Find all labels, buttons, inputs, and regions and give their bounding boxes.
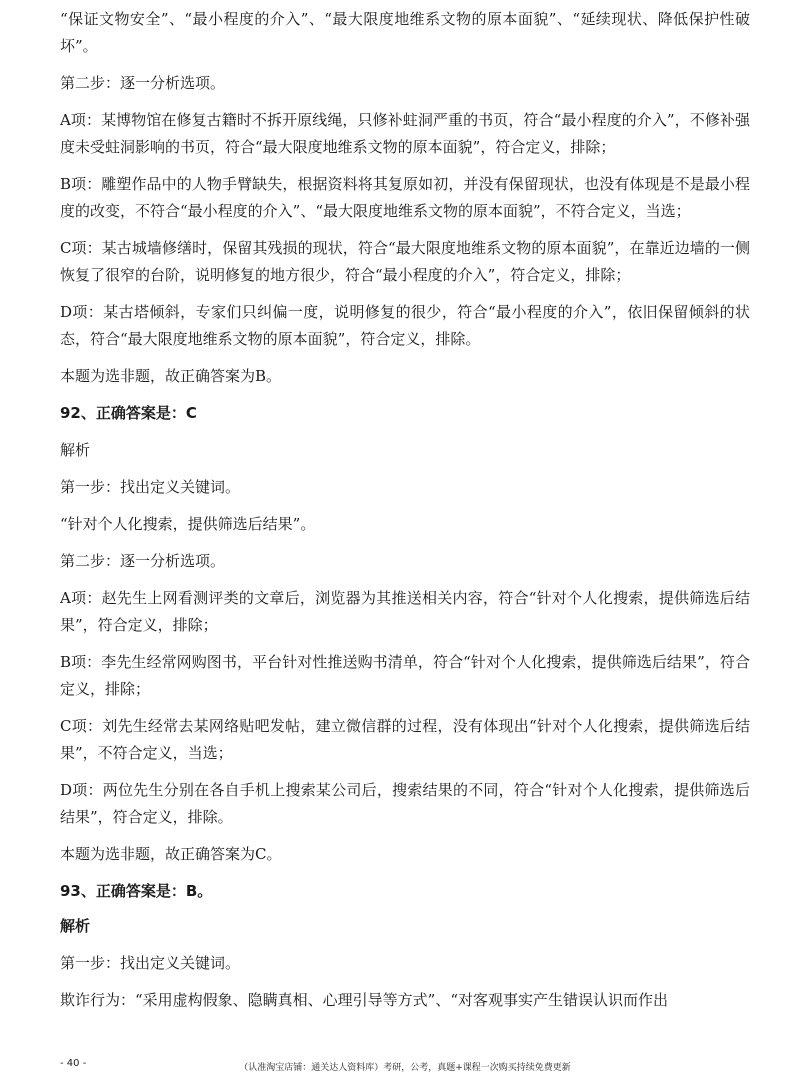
paragraph-option-c-92: C项：刘先生经常去某网络贴吧发帖，建立微信群的过程，没有体现出“针对个人化搜索，提供筛选后结果”，不符合定义，当选； [60,717,750,762]
paragraph-option-c: C项：某古城墙修缮时，保留其残损的现状，符合“最大限度地维系文物的原本面貌”，在靠近边墙的一侧恢复了很窄的台阶，说明修复的地方很少，符合“最小程度的介入”，符合定义，排除； [60,239,750,284]
paragraph-option-d-92: D项：两位先生分别在各自手机上搜索某公司后，搜索结果的不同，符合“针对个人化搜索，提供筛选后结果”，符合定义，排除。 [60,781,750,826]
paragraph-option-a-92: A项：赵先生上网看测评类的文章后，浏览器为其推送相关内容，符合“针对个人化搜索，提供筛选后结果”，符合定义，排除； [60,589,750,634]
analysis-label: 解析 [60,441,91,459]
paragraph-keywords-92: “针对个人化搜索，提供筛选后结果”。 [60,515,316,533]
document-body [60,6,750,1014]
paragraph-option-b-92: B项：李先生经常网购图书，平台针对性推送购书清单，符合“针对个人化搜索，提供筛选后结果”，符合定义，排除； [60,653,750,698]
question-93-heading: 93、正确答案是：B。 [60,882,213,900]
analysis-label-93: 解析 [60,917,91,935]
question-92-heading: 92、正确答案是：C [60,404,197,422]
page-number: - 40 - [60,1058,87,1069]
paragraph-option-b: B项：雕塑作品中的人物手臂缺失，根据资料将其复原如初，并没有保留现状，也没有体现是不是最小程度的改变，不符合“最小程度的介入”、“最大限度地维系文物的原本面貌”，不符合定义，当选； [60,175,750,220]
paragraph-answer-92: 本题为选非题，故正确答案为C。 [60,845,282,863]
paragraph-answer: 本题为选非题，故正确答案为B。 [60,367,282,385]
paragraph-option-a: A项：某博物馆在修复古籍时不拆开原线绳，只修补蛀洞严重的书页，符合“最小程度的介入”，不修补强度未受蛀洞影响的书页，符合“最大限度地维系文物的原本面貌”，符合定义，排除； [60,111,750,156]
paragraph-keywords: “保证文物安全”、“最小程度的介入”、“最大限度地维系文物的原本面貌”、“延续现状、降低保护性破坏”。 [60,10,750,55]
paragraph-step1-93: 第一步：找出定义关键词。 [60,954,241,972]
footer-note: （认准淘宝店铺：通关达人资料库）考研，公考，真题+课程一次购买持续免费更新 [239,1063,571,1073]
paragraph-definition-93: 欺诈行为：“采用虚构假象、隐瞒真相、心理引导等方式”、“对客观事实产生错误认识而作出 [60,991,669,1009]
paragraph-step2-92: 第二步：逐一分析选项。 [60,552,226,570]
paragraph-step2: 第二步：逐一分析选项。 [60,74,226,92]
paragraph-step1: 第一步：找出定义关键词。 [60,478,241,496]
paragraph-option-d: D项：某古塔倾斜，专家们只纠偏一度，说明修复的很少，符合“最小程度的介入”，依旧保留倾斜的状态，符合“最大限度地维系文物的原本面貌”，符合定义，排除。 [60,303,750,348]
